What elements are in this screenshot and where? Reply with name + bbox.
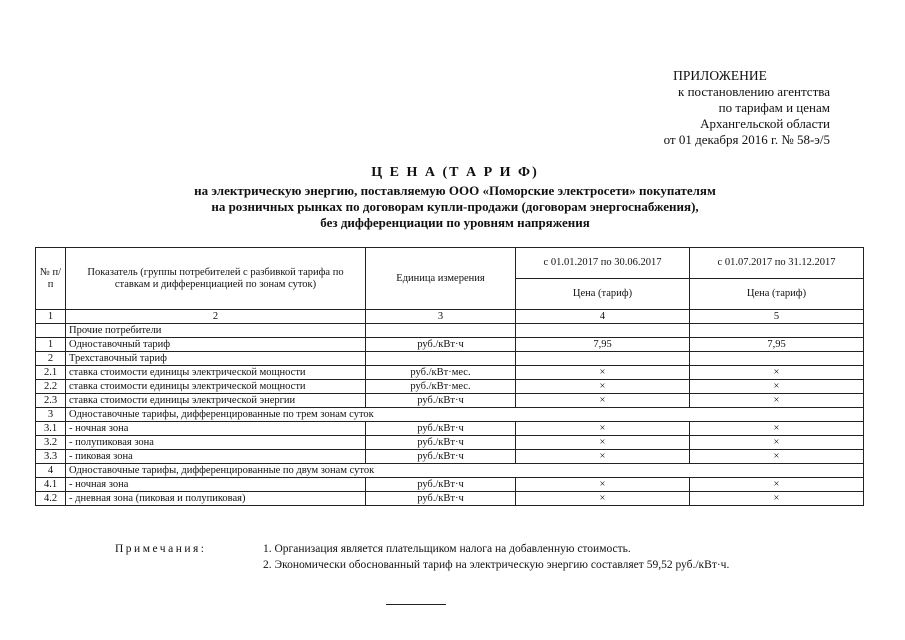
column-number-row — [36, 310, 864, 324]
title-main: Ц Е Н А (Т А Р И Ф) — [371, 165, 539, 180]
table-row — [36, 408, 864, 422]
row-price-period-2: × — [690, 394, 864, 408]
row-price-period-1: 7,95 — [516, 338, 690, 352]
row-indicator: - ночная зона — [66, 478, 366, 492]
row-price-period-1 — [516, 324, 690, 338]
row-price-period-2: × — [690, 478, 864, 492]
row-indicator: Одноставочный тариф — [66, 338, 366, 352]
header-period-1: с 01.01.2017 по 30.06.2017 — [516, 248, 690, 279]
row-number: 4 — [36, 464, 66, 478]
row-number: 3 — [36, 408, 66, 422]
title-line: без дифференциации по уровням напряжения — [320, 215, 590, 230]
row-indicator: - полупиковая зона — [66, 436, 366, 450]
row-price-period-2: 7,95 — [690, 338, 864, 352]
column-number: 3 — [366, 310, 516, 324]
row-price-period-2: × — [690, 366, 864, 380]
row-price-period-1: × — [516, 422, 690, 436]
header-row — [36, 248, 864, 279]
appendix-heading: ПРИЛОЖЕНИЕ — [673, 68, 767, 83]
row-price-period-1: × — [516, 394, 690, 408]
table-row — [36, 338, 864, 352]
note-item: 1. Организация является плательщиком налога на добавленную стоимость. — [263, 543, 631, 555]
table-row — [36, 352, 864, 366]
row-price-period-2: × — [690, 450, 864, 464]
row-unit: руб./кВт·ч — [366, 394, 516, 408]
appendix-line: по тарифам и ценам — [718, 100, 830, 115]
column-number: 5 — [690, 310, 864, 324]
row-unit — [366, 352, 516, 366]
row-indicator: - дневная зона (пиковая и полупиковая) — [66, 492, 366, 506]
row-unit: руб./кВт·ч — [366, 338, 516, 352]
document-title — [60, 165, 850, 231]
table-row — [36, 492, 864, 506]
table-row — [36, 324, 864, 338]
row-indicator: Одноставочные тарифы, дифференцированные по двум зонам суток — [66, 464, 864, 478]
header-indicator: Показатель (группы потребителей с разбивкой тарифа по ставкам и дифференциацией по зонам суток) — [66, 248, 366, 310]
tariff-table — [35, 247, 864, 506]
row-number: 2.1 — [36, 366, 66, 380]
row-price-period-1: × — [516, 450, 690, 464]
header-period-2: с 01.07.2017 по 31.12.2017 — [690, 248, 864, 279]
appendix-block — [570, 68, 830, 148]
row-price-period-1: × — [516, 478, 690, 492]
table-row — [36, 422, 864, 436]
row-number: 1 — [36, 338, 66, 352]
title-line: на розничных рынках по договорам купли-продажи (договорам энергоснабжения), — [211, 199, 699, 214]
column-number: 2 — [66, 310, 366, 324]
row-price-period-2: × — [690, 422, 864, 436]
row-price-period-2: × — [690, 492, 864, 506]
table-row — [36, 366, 864, 380]
row-price-period-2: × — [690, 436, 864, 450]
tariff-body — [36, 324, 864, 506]
column-number: 4 — [516, 310, 690, 324]
row-indicator: ставка стоимости единицы электрической мощности — [66, 380, 366, 394]
row-unit: руб./кВт·ч — [366, 450, 516, 464]
row-indicator: Одноставочные тарифы, дифференцированные по трем зонам суток — [66, 408, 864, 422]
closing-rule — [386, 604, 446, 605]
row-indicator: Прочие потребители — [66, 324, 366, 338]
row-indicator: - пиковая зона — [66, 450, 366, 464]
row-number: 2.2 — [36, 380, 66, 394]
row-number — [36, 324, 66, 338]
row-price-period-1 — [516, 352, 690, 366]
notes-label: Примечания: — [115, 543, 207, 555]
column-number: 1 — [36, 310, 66, 324]
table-row — [36, 464, 864, 478]
row-unit: руб./кВт·ч — [366, 422, 516, 436]
row-price-period-2 — [690, 324, 864, 338]
appendix-line: Архангельской области — [700, 116, 830, 131]
row-indicator: - ночная зона — [66, 422, 366, 436]
row-price-period-1: × — [516, 436, 690, 450]
row-number: 3.3 — [36, 450, 66, 464]
title-line: на электрическую энергию, поставляемую ООО «Поморские электросети» покупателям — [194, 183, 716, 198]
table-row — [36, 478, 864, 492]
row-indicator: ставка стоимости единицы электрической мощности — [66, 366, 366, 380]
row-price-period-1: × — [516, 366, 690, 380]
row-unit: руб./кВт·ч — [366, 478, 516, 492]
row-unit: руб./кВт·мес. — [366, 366, 516, 380]
row-price-period-2 — [690, 352, 864, 366]
header-price-1: Цена (тариф) — [516, 279, 690, 310]
row-unit — [366, 324, 516, 338]
row-price-period-1: × — [516, 492, 690, 506]
header-num: № п/п — [36, 248, 66, 310]
header-price-2: Цена (тариф) — [690, 279, 864, 310]
row-unit: руб./кВт·ч — [366, 492, 516, 506]
row-number: 4.2 — [36, 492, 66, 506]
row-price-period-2: × — [690, 380, 864, 394]
table-row — [36, 436, 864, 450]
appendix-line: от 01 декабря 2016 г. № 58-э/5 — [663, 132, 830, 147]
row-number: 2 — [36, 352, 66, 366]
row-price-period-1: × — [516, 380, 690, 394]
row-unit: руб./кВт·мес. — [366, 380, 516, 394]
table-row — [36, 380, 864, 394]
notes-list — [263, 541, 883, 573]
row-indicator: Трехставочный тариф — [66, 352, 366, 366]
appendix-line: к постановлению агентства — [678, 84, 830, 99]
row-number: 4.1 — [36, 478, 66, 492]
table-row — [36, 450, 864, 464]
row-indicator: ставка стоимости единицы электрической энергии — [66, 394, 366, 408]
table-row — [36, 394, 864, 408]
row-unit: руб./кВт·ч — [366, 436, 516, 450]
row-number: 3.2 — [36, 436, 66, 450]
note-item: 2. Экономически обоснованный тариф на электрическую энергию составляет 59,52 руб./кВт·ч. — [263, 559, 730, 571]
row-number: 3.1 — [36, 422, 66, 436]
row-number: 2.3 — [36, 394, 66, 408]
header-unit: Единица измерения — [366, 248, 516, 310]
